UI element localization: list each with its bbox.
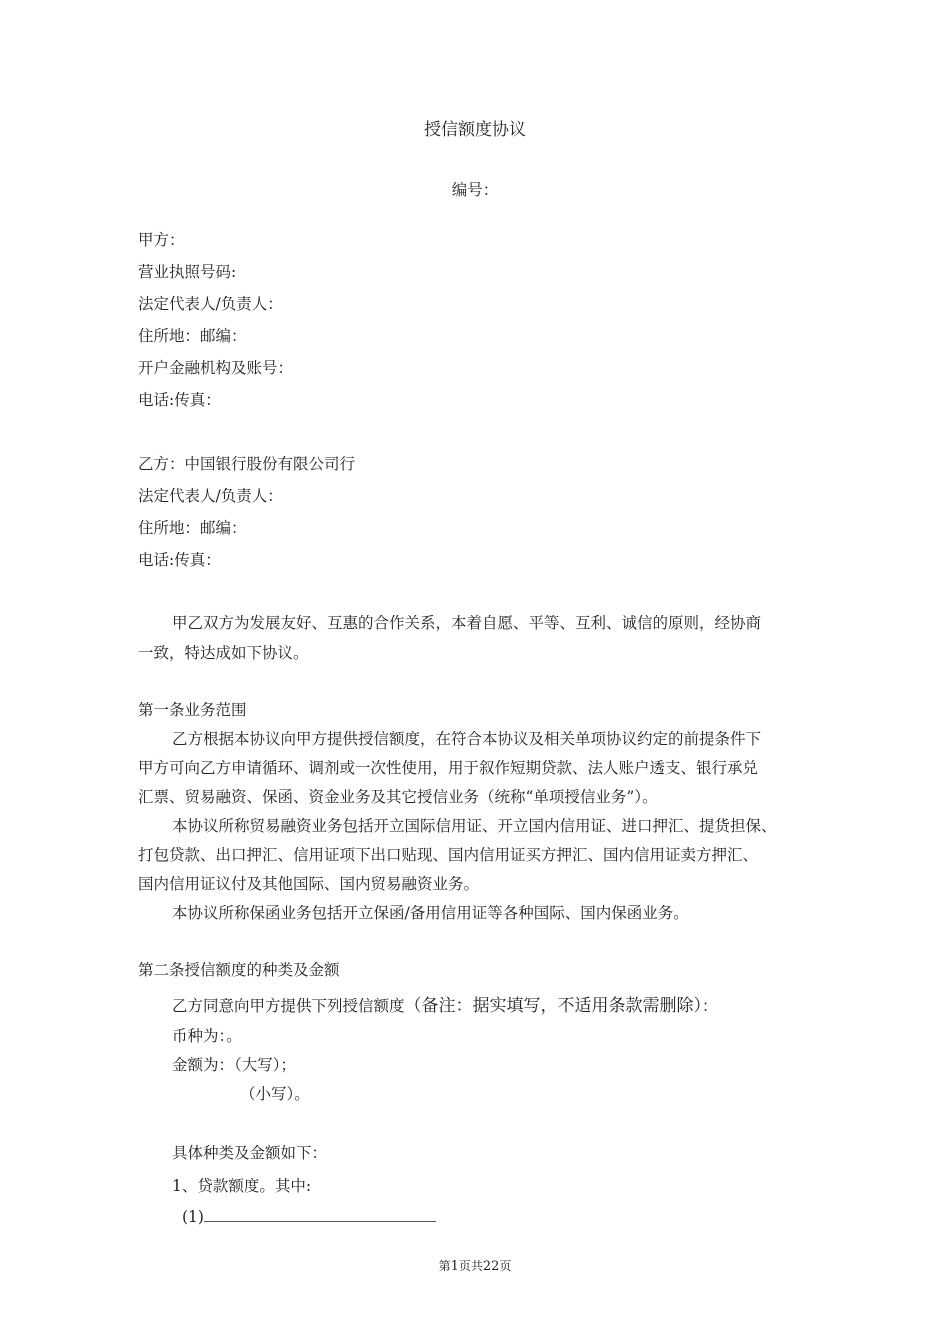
party-a-rep: 法定代表人/负责人：: [138, 295, 283, 313]
fill-in-blank-line: [204, 1207, 436, 1222]
party-a-label: 甲方：: [138, 231, 185, 249]
item-1-loan-quota: 1、贷款额度。其中:: [172, 1177, 312, 1195]
article-1-para-2-line-3: 国内信用证议付及其他国际、国内贸易融资业务。: [138, 875, 480, 893]
document-number-label: 编号：: [451, 181, 499, 199]
article-2-lead: 乙方同意向甲方提供下列授信额度: [172, 997, 405, 1015]
party-b-address: 住所地：邮编：: [138, 519, 247, 537]
party-b-phone: 电话:传真：: [138, 551, 221, 569]
party-a-bank: 开户金融机构及账号：: [138, 359, 294, 377]
party-b-rep: 法定代表人/负责人：: [138, 487, 283, 505]
party-a-license: 营业执照号码:: [138, 263, 237, 281]
page-footer: [0, 1256, 950, 1277]
amount-lowercase-line: （小写）。: [240, 1085, 310, 1103]
party-a-address: 住所地：邮编：: [138, 327, 247, 345]
footer-prefix: 第: [438, 1259, 451, 1273]
sub-item-1: [182, 1207, 436, 1227]
article-1-para-1-line-2: 甲方可向乙方申请循环、调剂或一次性使用，用于叙作短期贷款、法人账户透支、银行承兑: [138, 759, 759, 777]
intro-line-1: 甲乙双方为发展友好、互惠的合作关系，本着自愿、平等、互利、诚信的原则，经协商: [172, 614, 762, 632]
article-1-para-3: 本协议所称保函业务包括开立保函/备用信用证等各种国际、国内保函业务。: [172, 904, 689, 922]
article-1-para-1-line-3: 汇票、贸易融资、保函、资金业务及其它授信业务（统称“单项授信业务”）。: [138, 788, 658, 806]
intro-line-2: 一致，特达成如下协议。: [138, 644, 309, 662]
article-2-lead-line: [172, 996, 718, 1016]
footer-total-pages: 22: [482, 1259, 500, 1274]
article-2-lead-end: ：: [702, 997, 718, 1015]
party-a-phone: 电话:传真：: [138, 391, 221, 409]
article-1-para-2-line-2: 打包贷款、出口押汇、信用证项下出口贴现、国内信用证买方押汇、国内信用证卖方押汇、: [138, 846, 759, 864]
document-title: 授信额度协议: [424, 120, 526, 140]
party-b-label: 乙方：中国银行股份有限公司行: [138, 455, 356, 473]
footer-middle: 页共: [458, 1259, 483, 1273]
article-1-para-1-line-1: 乙方根据本协议向甲方提供授信额度，在符合本协议及相关单项协议约定的前提条件下: [172, 730, 762, 748]
article-2-heading: 第二条授信额度的种类及金额: [138, 961, 340, 979]
footer-page-number: 1: [450, 1259, 459, 1274]
currency-line: 币种为：。: [172, 1027, 242, 1045]
article-1-heading: 第一条业务范围: [138, 701, 247, 719]
footer-suffix: 页: [499, 1259, 512, 1273]
amount-uppercase-line: 金额为：（大写）；: [172, 1056, 297, 1074]
article-2-note: （备注：据实填写，不适用条款需删除）: [404, 996, 703, 1016]
sub-item-1-label: (1): [182, 1208, 204, 1226]
detail-heading: 具体种类及金额如下：: [172, 1144, 328, 1162]
article-1-para-2-line-1: 本协议所称贸易融资业务包括开立国际信用证、开立国内信用证、进口押汇、提货担保、: [172, 817, 777, 835]
